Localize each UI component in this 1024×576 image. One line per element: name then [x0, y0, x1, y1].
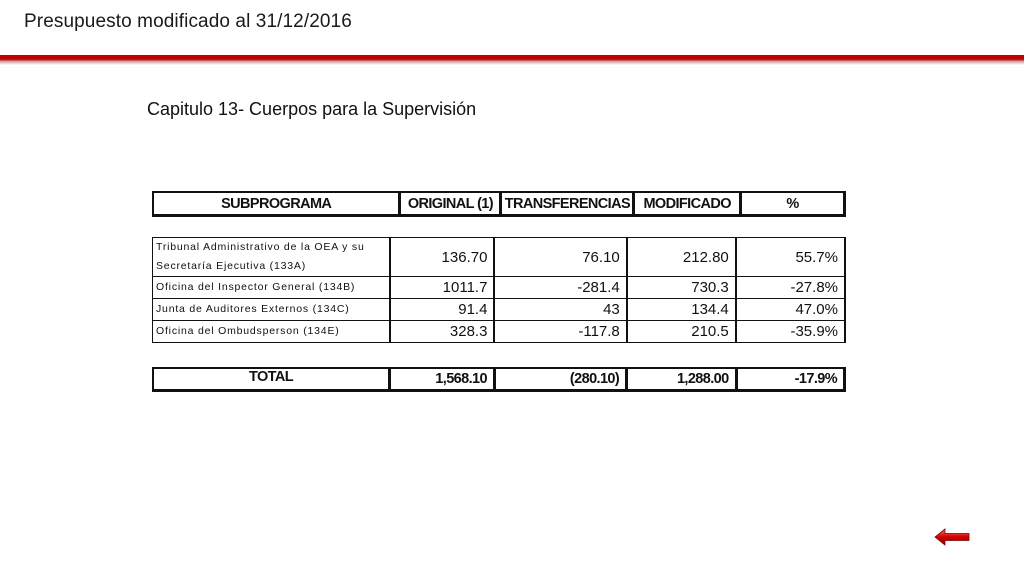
slide-title: Presupuesto modificado al 31/12/2016: [24, 11, 352, 32]
row-original: 91.4: [390, 299, 494, 321]
budget-table: [152, 237, 846, 343]
row-name: Oficina del Ombudsperson (134E): [153, 321, 390, 343]
row-modificado: 730.3: [627, 277, 736, 299]
row-original: 1011.7: [390, 277, 494, 299]
row-percent: -27.8%: [736, 277, 845, 299]
row-transferencias: -117.8: [494, 321, 626, 343]
table-row: [153, 277, 846, 299]
row-transferencias: -281.4: [494, 277, 626, 299]
table-header: [152, 191, 846, 217]
row-name: Oficina del Inspector General (134B): [153, 277, 390, 299]
header-original: ORIGINAL (1): [400, 192, 501, 216]
chapter-title: Capitulo 13- Cuerpos para la Supervisión: [147, 99, 477, 119]
row-modificado: 134.4: [627, 299, 736, 321]
title-divider-shadow: [0, 62, 1024, 65]
table-row: [153, 299, 846, 321]
total-modificado: 1,288.00: [627, 368, 736, 391]
total-percent: -17.9%: [736, 368, 844, 391]
row-transferencias: 43: [494, 299, 626, 321]
row-original: 136.70: [390, 238, 494, 277]
header-transferencias: TRANSFERENCIAS: [501, 192, 634, 216]
row-name: Junta de Auditores Externos (134C): [153, 299, 390, 321]
title-divider: [0, 55, 1024, 62]
row-percent: -35.9%: [736, 321, 845, 343]
total-table: [152, 367, 846, 392]
table-row: [153, 321, 846, 343]
row-transferencias: 76.10: [494, 238, 626, 277]
total-transferencias: (280.10): [494, 368, 626, 391]
header-subprograma: SUBPROGRAMA: [153, 192, 400, 216]
row-modificado: 210.5: [627, 321, 736, 343]
row-name: Tribunal Administrativo de la OEA y su Secretaría Ejecutiva (133A): [153, 238, 390, 277]
total-original: 1,568.10: [389, 368, 494, 391]
table-row: [153, 238, 846, 277]
row-modificado: 212.80: [627, 238, 736, 277]
row-percent: 47.0%: [736, 299, 845, 321]
total-label: TOTAL: [153, 368, 389, 391]
row-percent: 55.7%: [736, 238, 845, 277]
header-percent: %: [740, 192, 844, 216]
header-modificado: MODIFICADO: [634, 192, 741, 216]
header-row: [153, 192, 845, 216]
row-original: 328.3: [390, 321, 494, 343]
total-row: [153, 368, 845, 391]
arrow-left-icon[interactable]: [934, 527, 970, 547]
